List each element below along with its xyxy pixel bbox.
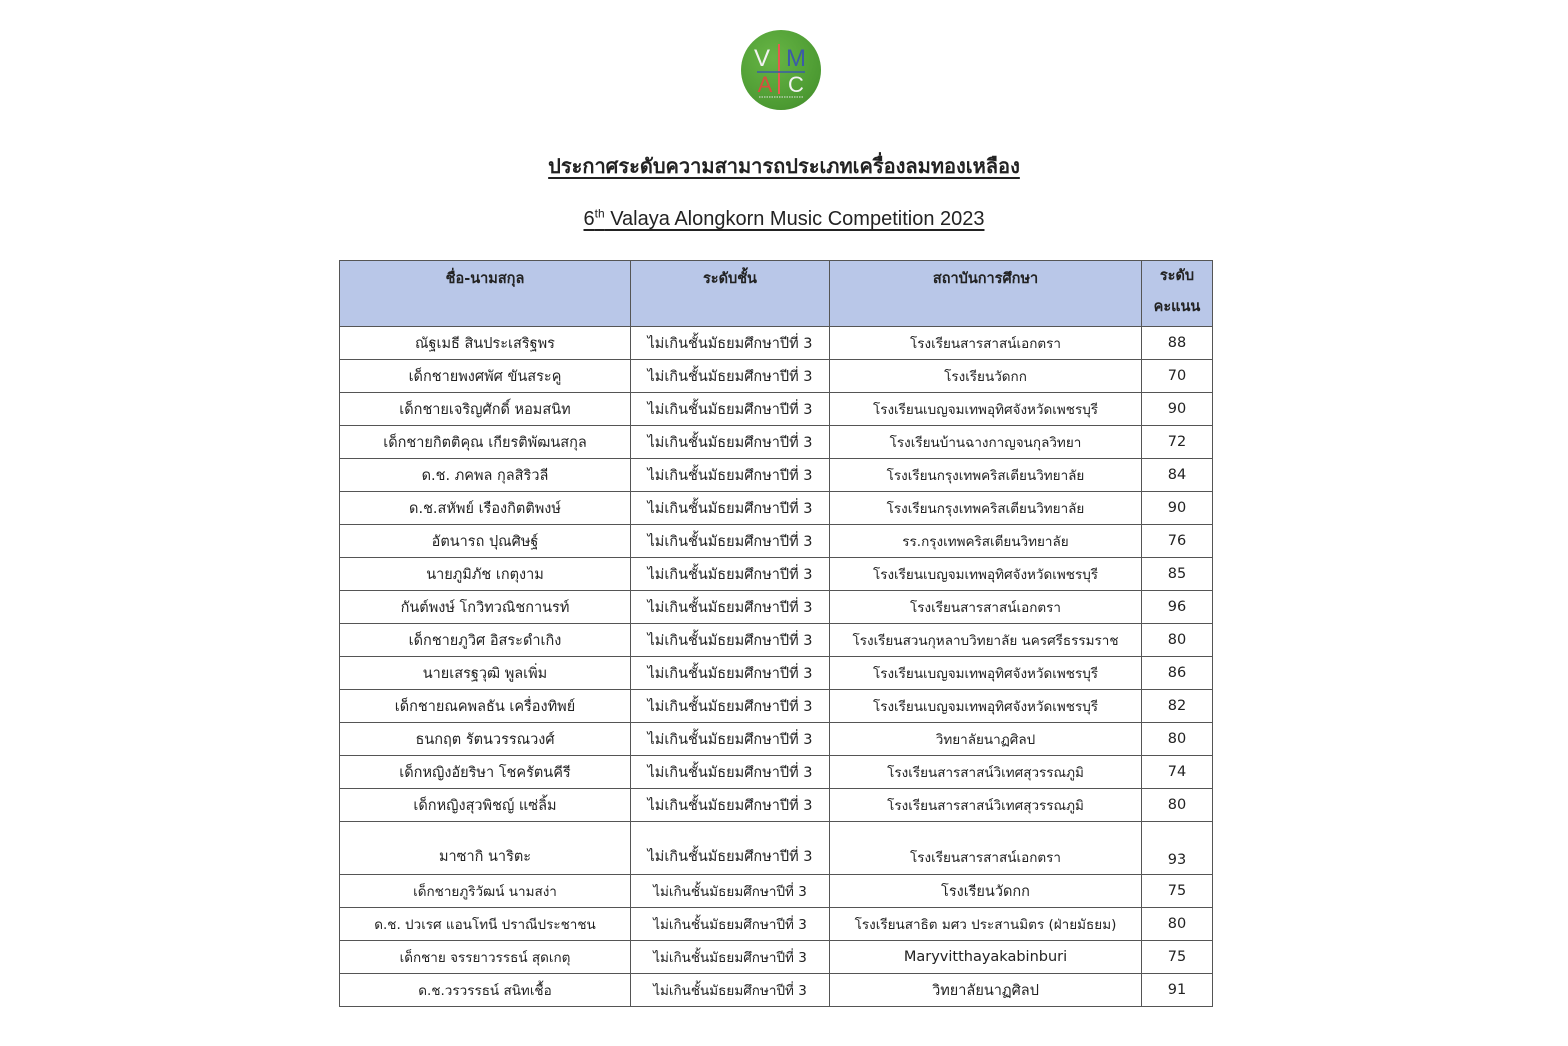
table-header-row bbox=[340, 261, 1213, 327]
cell-school: โรงเรียนวัดกก bbox=[830, 875, 1142, 908]
cell-school: โรงเรียนเบญจมเทพอุทิศจังหวัดเพชรบุรี bbox=[830, 690, 1142, 723]
cell-score: 91 bbox=[1142, 974, 1213, 1007]
cell-score: 86 bbox=[1142, 657, 1213, 690]
page-title-text: ประกาศระดับความสามารถประเภทเครื่องลมทองเหลือง bbox=[548, 154, 1020, 178]
cell-score: 70 bbox=[1142, 360, 1213, 393]
cell-level: ไม่เกินชั้นมัธยมศึกษาปีที่ 3 bbox=[631, 327, 830, 360]
table-row bbox=[340, 822, 1213, 875]
cell-school: รร.กรุงเทพคริสเตียนวิทยาลัย bbox=[830, 525, 1142, 558]
cell-level: ไม่เกินชั้นมัธยมศึกษาปีที่ 3 bbox=[631, 908, 830, 941]
cell-level: ไม่เกินชั้นมัธยมศึกษาปีที่ 3 bbox=[631, 723, 830, 756]
cell-score: 82 bbox=[1142, 690, 1213, 723]
cell-school: โรงเรียนสารสาสน์วิเทศสุวรรณภูมิ bbox=[830, 789, 1142, 822]
results-table bbox=[339, 260, 1213, 1007]
page-subtitle-text bbox=[584, 208, 985, 230]
cell-school: โรงเรียนกรุงเทพคริสเตียนวิทยาลัย bbox=[830, 459, 1142, 492]
table-row bbox=[340, 723, 1213, 756]
cell-score: 90 bbox=[1142, 393, 1213, 426]
svg-text:A: A bbox=[757, 72, 773, 97]
cell-level: ไม่เกินชั้นมัธยมศึกษาปีที่ 3 bbox=[631, 690, 830, 723]
table-row bbox=[340, 393, 1213, 426]
cell-school: โรงเรียนสาธิต มศว ประสานมิตร (ฝ่ายมัธยม) bbox=[830, 908, 1142, 941]
cell-level: ไม่เกินชั้นมัธยมศึกษาปีที่ 3 bbox=[631, 756, 830, 789]
cell-score: 90 bbox=[1142, 492, 1213, 525]
table-row bbox=[340, 941, 1213, 974]
cell-name: เด็กชายกิตติคุณ เกียรติพัฒนสกุล bbox=[340, 426, 631, 459]
page-subtitle bbox=[0, 206, 1568, 231]
vmac-logo bbox=[741, 30, 821, 110]
table-row bbox=[340, 657, 1213, 690]
cell-school: โรงเรียนสารสาสน์เอกตรา bbox=[830, 822, 1142, 875]
table-row bbox=[340, 360, 1213, 393]
cell-level: ไม่เกินชั้นมัธยมศึกษาปีที่ 3 bbox=[631, 657, 830, 690]
table-row bbox=[340, 525, 1213, 558]
cell-level: ไม่เกินชั้นมัธยมศึกษาปีที่ 3 bbox=[631, 624, 830, 657]
table-body bbox=[340, 327, 1213, 1007]
cell-school: Maryvitthayakabinburi bbox=[830, 941, 1142, 974]
cell-score: 72 bbox=[1142, 426, 1213, 459]
cell-name: นายภูมิภัช เกตุงาม bbox=[340, 558, 631, 591]
page-title bbox=[0, 150, 1568, 182]
table-row bbox=[340, 459, 1213, 492]
table-row bbox=[340, 690, 1213, 723]
cell-score: 80 bbox=[1142, 908, 1213, 941]
cell-level: ไม่เกินชั้นมัธยมศึกษาปีที่ 3 bbox=[631, 393, 830, 426]
cell-name: เด็กชายณคพลธัน เครื่องทิพย์ bbox=[340, 690, 631, 723]
cell-name: ธนกฤต รัตนวรรณวงศ์ bbox=[340, 723, 631, 756]
cell-level: ไม่เกินชั้นมัธยมศึกษาปีที่ 3 bbox=[631, 525, 830, 558]
cell-level: ไม่เกินชั้นมัธยมศึกษาปีที่ 3 bbox=[631, 459, 830, 492]
column-header-score-line2: คะแนน bbox=[1153, 299, 1201, 315]
cell-name: เด็กชายภูริวัฒน์ นามสง่า bbox=[340, 875, 631, 908]
table-row bbox=[340, 426, 1213, 459]
cell-level: ไม่เกินชั้นมัธยมศึกษาปีที่ 3 bbox=[631, 591, 830, 624]
cell-name: เด็กหญิงสุวพิชญ์ แซ่ลิ้ม bbox=[340, 789, 631, 822]
cell-name: มาซากิ นาริตะ bbox=[340, 822, 631, 875]
cell-name: เด็กชาย จรรยาวรรธน์ สุดเกตุ bbox=[340, 941, 631, 974]
cell-score: 80 bbox=[1142, 624, 1213, 657]
cell-level: ไม่เกินชั้นมัธยมศึกษาปีที่ 3 bbox=[631, 360, 830, 393]
cell-score: 76 bbox=[1142, 525, 1213, 558]
cell-name: ด.ช. ภคพล กุลสิริวลี bbox=[340, 459, 631, 492]
subtitle-ordinal-suffix: th bbox=[594, 206, 605, 220]
column-header-score-line1: ระดับ bbox=[1159, 268, 1195, 284]
cell-level: ไม่เกินชั้นมัธยมศึกษาปีที่ 3 bbox=[631, 974, 830, 1007]
cell-level: ไม่เกินชั้นมัธยมศึกษาปีที่ 3 bbox=[631, 875, 830, 908]
table-row bbox=[340, 591, 1213, 624]
cell-name: ด.ช. ปวเรศ แอนโทนี ปราณีประชาชน bbox=[340, 908, 631, 941]
cell-name: เด็กชายพงศพัศ ขันสระคู bbox=[340, 360, 631, 393]
cell-level: ไม่เกินชั้นมัธยมศึกษาปีที่ 3 bbox=[631, 822, 830, 875]
cell-name: เด็กชายภูวิศ อิสระดำเกิง bbox=[340, 624, 631, 657]
cell-score: 85 bbox=[1142, 558, 1213, 591]
cell-school: โรงเรียนเบญจมเทพอุทิศจังหวัดเพชรบุรี bbox=[830, 558, 1142, 591]
cell-school: โรงเรียนวัดกก bbox=[830, 360, 1142, 393]
cell-level: ไม่เกินชั้นมัธยมศึกษาปีที่ 3 bbox=[631, 426, 830, 459]
table-row bbox=[340, 327, 1213, 360]
cell-level: ไม่เกินชั้นมัธยมศึกษาปีที่ 3 bbox=[631, 789, 830, 822]
table-row bbox=[340, 624, 1213, 657]
cell-school: โรงเรียนสารสาสน์เอกตรา bbox=[830, 327, 1142, 360]
cell-level: ไม่เกินชั้นมัธยมศึกษาปีที่ 3 bbox=[631, 941, 830, 974]
cell-school: โรงเรียนสารสาสน์วิเทศสุวรรณภูมิ bbox=[830, 756, 1142, 789]
cell-school: โรงเรียนบ้านฉางกาญจนกุลวิทยา bbox=[830, 426, 1142, 459]
cell-school: วิทยาลัยนาฏศิลป bbox=[830, 723, 1142, 756]
cell-school: โรงเรียนกรุงเทพคริสเตียนวิทยาลัย bbox=[830, 492, 1142, 525]
table-row bbox=[340, 756, 1213, 789]
cell-name: อัตนารถ ปุณศิษฐ์ bbox=[340, 525, 631, 558]
table-row bbox=[340, 789, 1213, 822]
cell-name: ด.ช.สหัพย์ เรืองกิตติพงษ์ bbox=[340, 492, 631, 525]
cell-score: 88 bbox=[1142, 327, 1213, 360]
cell-score: 75 bbox=[1142, 875, 1213, 908]
svg-text:C: C bbox=[788, 72, 804, 97]
table-row bbox=[340, 908, 1213, 941]
cell-name: กันต์พงษ์ โกวิทวณิชกานรท์ bbox=[340, 591, 631, 624]
cell-school: โรงเรียนเบญจมเทพอุทิศจังหวัดเพชรบุรี bbox=[830, 657, 1142, 690]
cell-school: โรงเรียนสวนกุหลาบวิทยาลัย นครศรีธรรมราช bbox=[830, 624, 1142, 657]
svg-text:M: M bbox=[786, 45, 806, 72]
vmac-logo-mark bbox=[741, 30, 821, 110]
table-row bbox=[340, 492, 1213, 525]
cell-name: ด.ช.วรวรรธน์ สนิทเชื้อ bbox=[340, 974, 631, 1007]
cell-score: 80 bbox=[1142, 723, 1213, 756]
cell-score: 96 bbox=[1142, 591, 1213, 624]
cell-name: เด็กหญิงอัยริษา โชครัตนคีรี bbox=[340, 756, 631, 789]
cell-school: โรงเรียนสารสาสน์เอกตรา bbox=[830, 591, 1142, 624]
column-header-school: สถาบันการศึกษา bbox=[830, 261, 1142, 327]
svg-text:V: V bbox=[753, 45, 771, 72]
cell-name: ณัฐเมธี สินประเสริฐพร bbox=[340, 327, 631, 360]
column-header-level: ระดับชั้น bbox=[631, 261, 830, 327]
cell-name: นายเสรฐวุฒิ พูลเพิ่ม bbox=[340, 657, 631, 690]
cell-level: ไม่เกินชั้นมัธยมศึกษาปีที่ 3 bbox=[631, 492, 830, 525]
table-row bbox=[340, 875, 1213, 908]
cell-school: โรงเรียนเบญจมเทพอุทิศจังหวัดเพชรบุรี bbox=[830, 393, 1142, 426]
cell-score: 75 bbox=[1142, 941, 1213, 974]
cell-score: 74 bbox=[1142, 756, 1213, 789]
subtitle-competition-name: Valaya Alongkorn Music Competition 2023 bbox=[604, 207, 985, 230]
subtitle-ordinal: 6 bbox=[583, 207, 595, 230]
table-row bbox=[340, 974, 1213, 1007]
cell-name: เด็กชายเจริญศักดิ์ หอมสนิท bbox=[340, 393, 631, 426]
cell-score: 93 bbox=[1142, 822, 1213, 875]
column-header-name: ชื่อ-นามสกุล bbox=[340, 261, 631, 327]
cell-score: 84 bbox=[1142, 459, 1213, 492]
cell-score: 80 bbox=[1142, 789, 1213, 822]
column-header-score bbox=[1142, 261, 1213, 327]
table-row bbox=[340, 558, 1213, 591]
cell-level: ไม่เกินชั้นมัธยมศึกษาปีที่ 3 bbox=[631, 558, 830, 591]
cell-school: วิทยาลัยนาฏศิลป bbox=[830, 974, 1142, 1007]
